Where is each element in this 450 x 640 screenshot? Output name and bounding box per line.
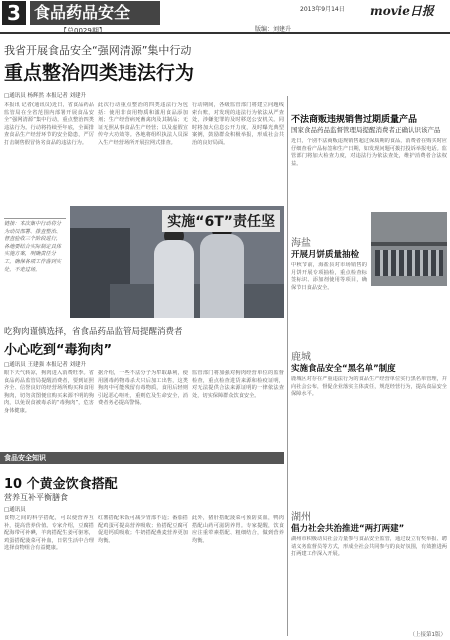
section-tag-label: 食品安全知识 [4, 454, 46, 462]
article2-col3: 监管部门将加强对狗肉经营单位的监督检查，重点检查进货来源和检疫证明，对无法提供合法来源证明的一律依法查处，切实保障群众饮食安全。 [192, 370, 284, 399]
article1-col2: 此次行动重点整治的四类违法行为包括：使用非食用物质和滥用食品添加剂；生产经营病死畜禽肉及其制品；无证无照从事食品生产经营；以及虚假宣传夸大功效等。各地将组织执法人员深入生产经营场所开展拉网式排查。 [98, 102, 188, 146]
right-a3-text: 鹿城区对存在严重违法行为的食品生产经营单位实行黑名单管理，并向社会公布，督促企业落实主体责任，规范经营行为，提高食品安全保障水平。 [291, 376, 447, 397]
article3-byline: □通讯员 [4, 507, 26, 513]
right-a1-sub: 国家食品药品监督管理局提醒消费者正确认识该产品 [291, 126, 441, 134]
article3-col1: 食物之间的科学搭配，可以使营养互补，提高营养价值。专家介绍，豆腐搭配海带可补碘，羊肉搭配生姜可驱寒，鸡蛋搭配菠菜可补血，日常生活中合理选择食物组合有益健康。 [4, 515, 94, 551]
photo-inspector [154, 240, 194, 318]
article3-subhead: 营养互补平衡膳食 [4, 493, 68, 502]
photo-officer [200, 234, 244, 318]
right-a2-text: 中秋节前，海盐县对市场销售的月饼开展专项抽检，重点检查标签标识、添加剂使用等项目，确保节日食品安全。 [291, 262, 367, 291]
mooncake-photo [371, 212, 447, 286]
sidebar-note: 链接：本次集中行动将分为动员部署、排查整治、督查验收三个阶段进行，各地要结合实际制定具体实施方案，明确责任分工，确保各项工作落到实处，不走过场。 [4, 218, 66, 314]
article2-col2: 据介绍，一些不法分子为牟取暴利，使用剧毒药物毒杀犬只后加工出售，这类狗肉中可能残留有毒物质，食用后轻则引起恶心呕吐，重则危及生命安全，消费者务必提高警惕。 [98, 370, 188, 406]
masthead [0, 0, 450, 34]
article2-kicker: 吃狗肉谨慎选择，省食品药品监管局提醒消费者 [4, 327, 183, 337]
masthead-date: 2013年9月14日 [300, 6, 345, 13]
photo-banner: 实施“6T”责任坚 [162, 210, 280, 232]
footer-note: （上接第1版） [409, 632, 446, 638]
section-issue: 【总0029期】 [60, 27, 106, 35]
article1-col3: 行动期间，各级监管部门将建立问题线索台账，对发现的违法行为依法从严查处，涉嫌犯罪的及时移送公安机关。同时将加大信息公开力度，及时曝光典型案例，鼓励群众积极举报，形成社会共治的良好局面。 [192, 102, 284, 146]
right-a2-headline: 开展月饼质量抽检 [291, 250, 360, 260]
page-number: 3 [2, 1, 26, 25]
right-a3-headline: 实施食品安全“黑名单”制度 [291, 364, 396, 374]
article3-col2: 红薯搭配米饭可减少胃部不适；番茄搭配鸡蛋可提高营养吸收；鱼搭配豆腐可促进钙质吸收；牛奶搭配燕麦营养更加均衡。 [98, 515, 188, 544]
right-a3-kicker: 鹿城 [291, 352, 311, 363]
right-a4-headline: 倡力社会共治推进“两打两建” [291, 524, 405, 534]
article1-headline: 重点整治四类违法行为 [4, 62, 195, 84]
right-a4-text: 湖州市积极动员社会力量参与食品安全监管，通过设立有奖举报、聘请义务监督员等方式，形成全社会共同参与的良好氛围，有效推进两打两建工作深入开展。 [291, 536, 447, 557]
photo-counter [110, 284, 284, 318]
inspection-photo [70, 206, 284, 318]
section-tag-bar [0, 452, 284, 464]
photo-bottles [375, 250, 443, 276]
right-a2-kicker: 海盐 [291, 238, 311, 249]
article1-col1: 本报讯 记者(通讯员)近日，省食品药品监管局在全省范围内部署开展食品安全“强网清源”集中行动，重点整治四类违法行为。行动将持续至年底，全面排查食品生产经营环节的安全隐患，严厉打击制售假冒伪劣食品的违法行为。 [4, 102, 94, 146]
article3-headline: 10 个黄金饮食搭配 [4, 477, 118, 492]
column-divider [287, 96, 288, 636]
article1-kicker: 我省开展食品安全“强网清源”集中行动 [4, 44, 192, 57]
article2-byline: □通讯员 王建强 本报记者 刘建升 [4, 362, 86, 368]
section-title: 食品药品安全 [30, 1, 160, 25]
newspaper-logo: movie日报 [370, 4, 434, 18]
right-a1-text: 近日，个别不法商贩违规销售超过保质期的食品，消费者在购买时应仔细查看产品标签和生产日期，如发现问题可拨打投诉举报电话。监管部门将加大检查力度，对违法行为依法查处，维护消费者合法权益。 [291, 138, 447, 167]
right-a4-kicker: 湖州 [291, 512, 311, 523]
article2-col1: 眼下天气转凉，狗肉进入消费旺季。省食品药品监管局提醒消费者，要到证照齐全、信誉良好的经营场所购买和食用狗肉，切勿贪图便宜购买来源不明的狗肉，以免误食被毒杀的“毒狗肉”，危害身体健康。 [4, 370, 94, 414]
article3-col3: 此外，猪肝搭配菠菜可预防贫血，鸭肉搭配山药可滋阴养胃。专家提醒，饮食应注重荤素搭配、粗细结合，做到营养均衡。 [192, 515, 284, 544]
article1-byline: □通讯员 杨辉然 本报记者 刘建升 [4, 93, 86, 99]
article2-headline: 小心吃到“毒狗肉” [4, 343, 113, 358]
photo-shelf-bar [371, 242, 447, 246]
masthead-editor: 版编：刘建升 [255, 26, 292, 33]
right-a1-headline: 不法商贩违规销售过期质量产品 [291, 115, 418, 125]
